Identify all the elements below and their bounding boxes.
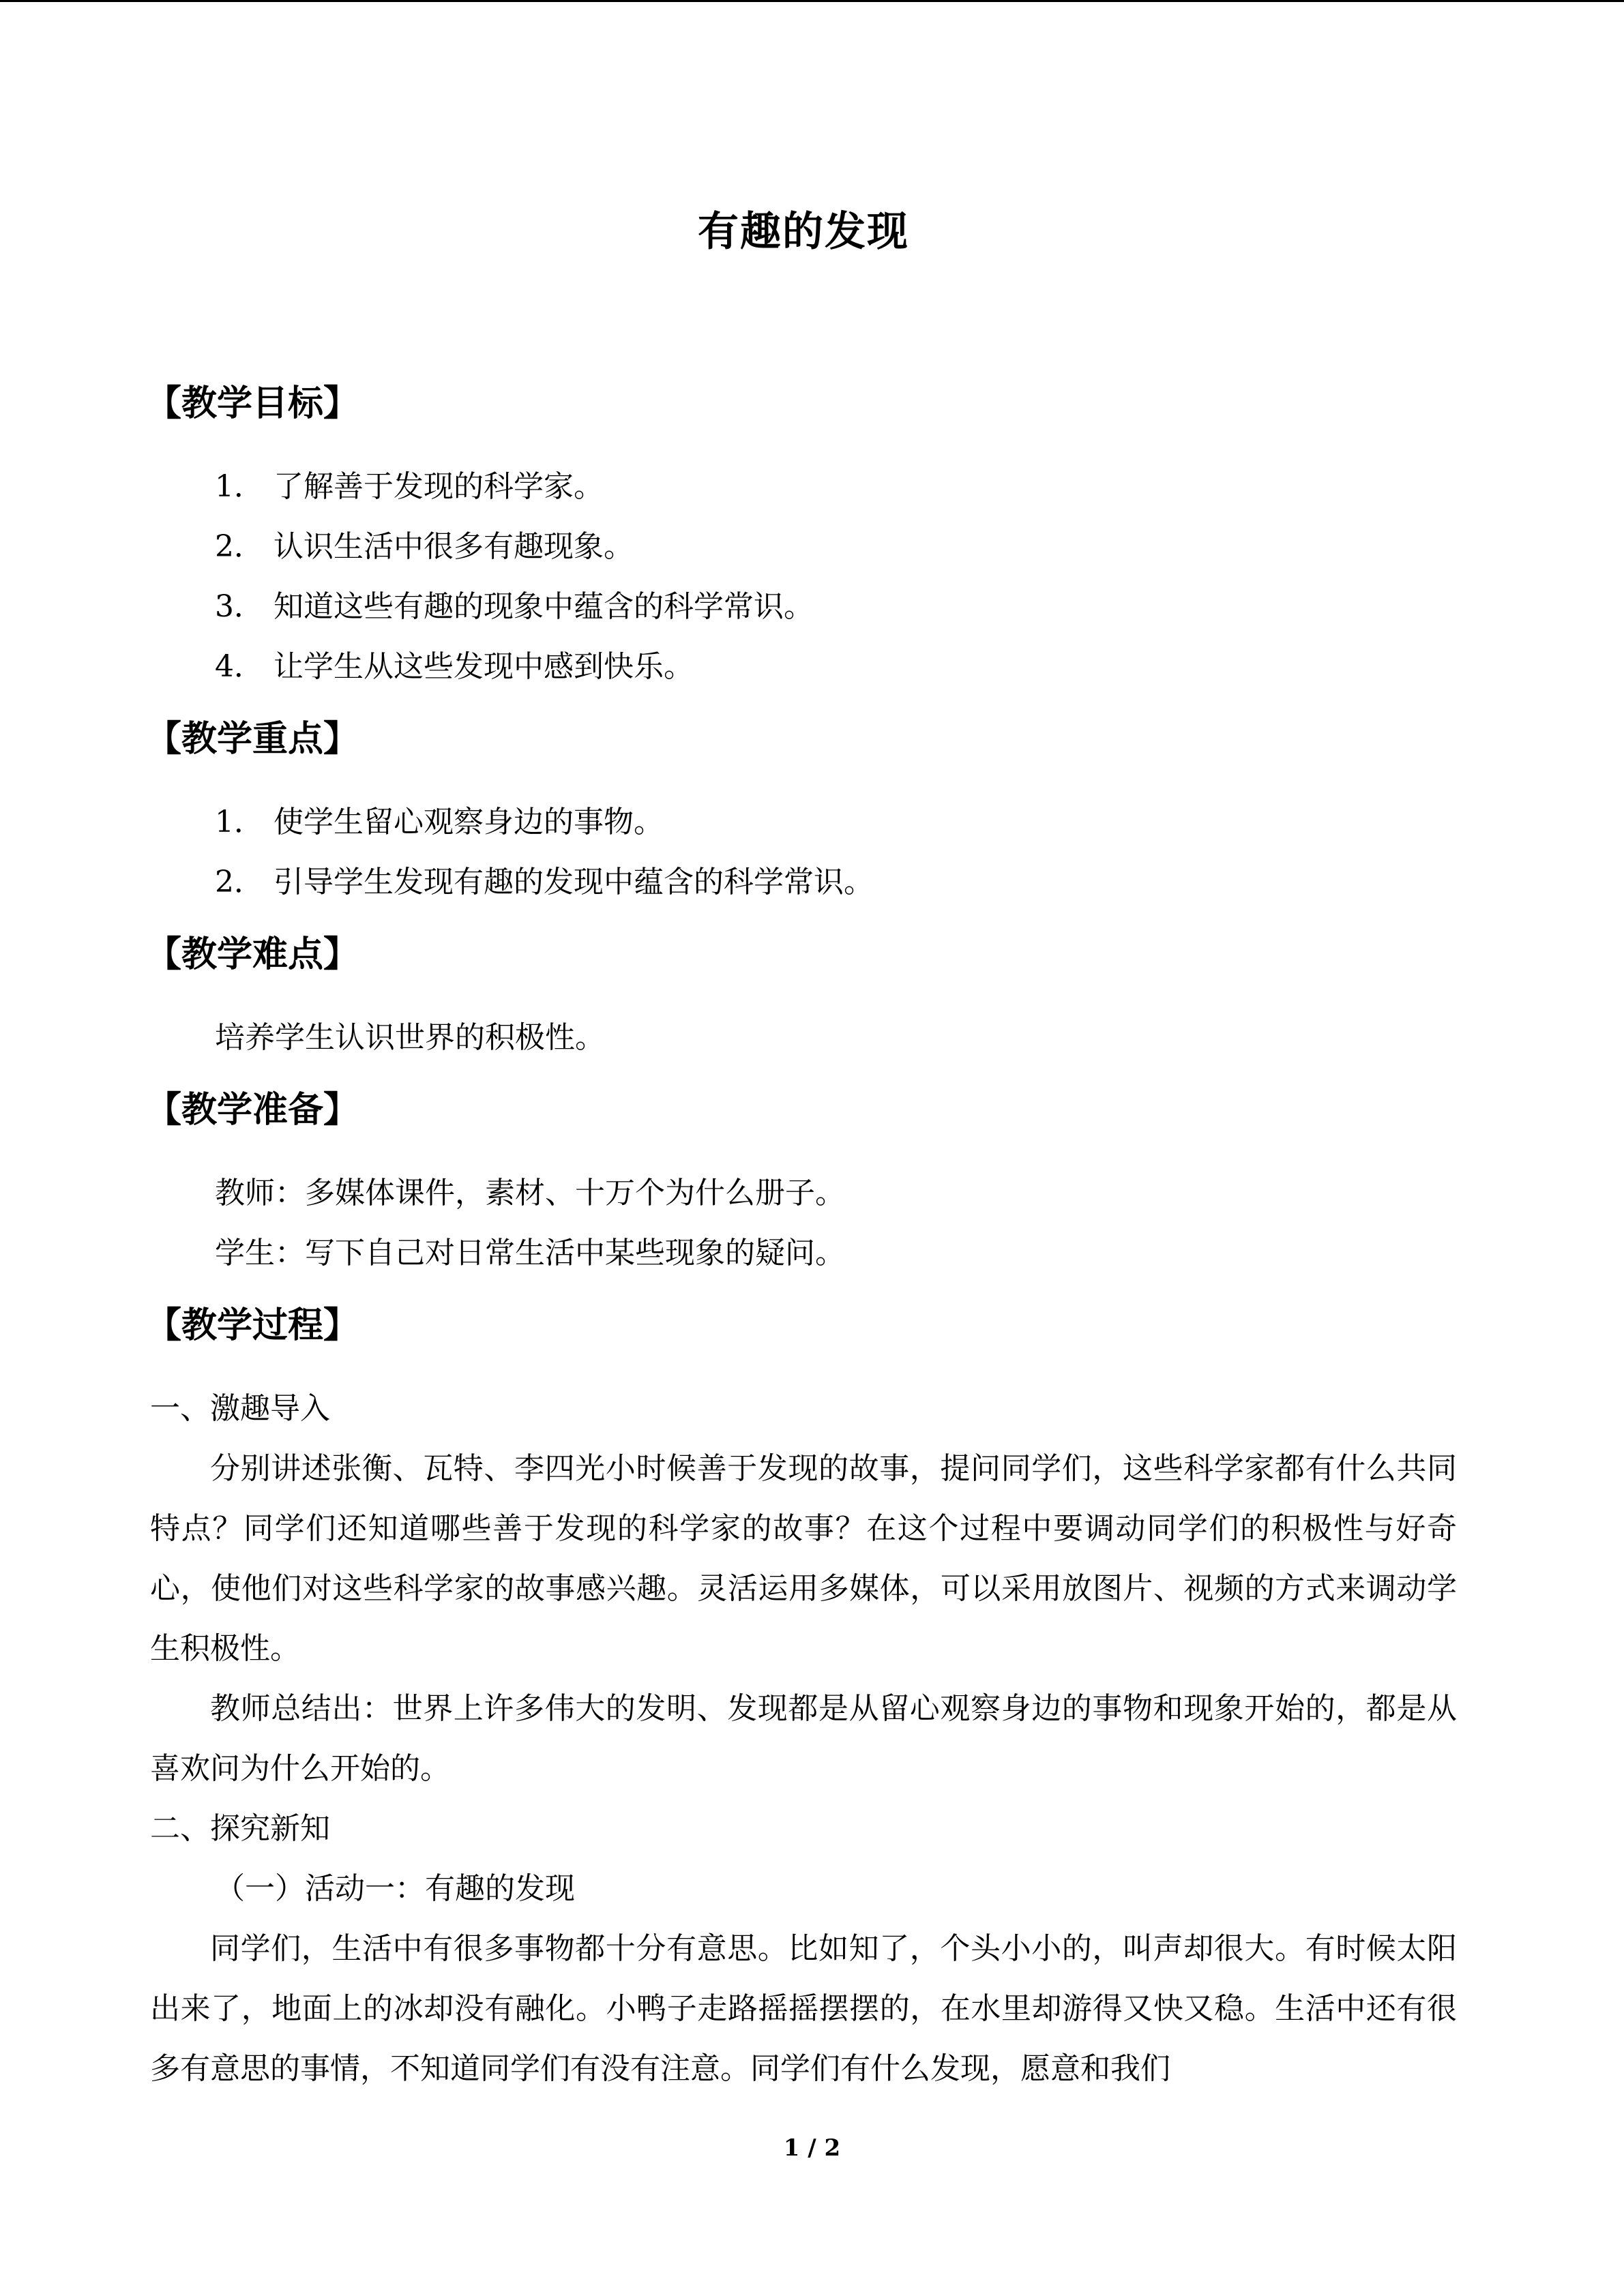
list-item [150, 637, 1457, 697]
section-teaching-process [146, 1304, 1457, 2099]
document-page [146, 205, 1457, 2099]
item-number: 1． [215, 469, 264, 504]
item-text: 使学生留心观察身边的事物。 [274, 805, 664, 839]
section-heading: 【教学目标】 [146, 383, 359, 424]
item-text: 教师：多媒体课件，素材、十万个为什么册子。 [215, 1176, 845, 1210]
list-item [150, 517, 1457, 577]
list-item [150, 1163, 1457, 1223]
item-number: 2． [215, 529, 264, 564]
section-teaching-goals [146, 382, 1457, 697]
item-text: 引导学生发现有趣的发现中蕴含的科学常识。 [274, 865, 874, 899]
item-number: 4． [215, 649, 264, 684]
item-text: 知道这些有趣的现象中蕴含的科学常识。 [274, 589, 814, 624]
list-item [150, 1008, 1457, 1068]
top-border-line [0, 0, 1624, 2]
paragraph: 分别讲述张衡、瓦特、李四光小时候善于发现的故事，提问同学们，这些科学家都有什么共同特点？同学们还知道哪些善于发现的科学家的故事？在这个过程中要调动同学们的积极性与好奇心，使他们对这些科学家的故事感兴趣。灵活运用多媒体，可以采用放图片、视频的方式来调动学生积极性。 [150, 1451, 1457, 1666]
item-text: 培养学生认识世界的积极性。 [215, 1020, 605, 1055]
section-heading: 【教学重点】 [146, 718, 359, 760]
section-heading: 【教学准备】 [146, 1089, 359, 1131]
item-number: 2． [215, 865, 264, 899]
page-number: 1 / 2 [783, 2134, 841, 2162]
part-heading: 二、探究新知 [150, 1811, 330, 1846]
list-item [150, 457, 1457, 517]
list-item [150, 852, 1457, 912]
page-title: 有趣的发现 [698, 208, 909, 256]
list-item [150, 577, 1457, 637]
paragraph: 同学们，生活中有很多事物都十分有意思。比如知了，个头小小的，叫声却很大。有时候太阳出来了，地面上的冰却没有融化。小鸭子走路摇摇摆摆的，在水里却游得又快又稳。生活中还有很多有意思的事情，不知道同学们有没有注意。同学们有什么发现，愿意和我们 [150, 1931, 1457, 2086]
section-preparation [146, 1088, 1457, 1283]
section-difficulties [146, 933, 1457, 1068]
section-heading: 【教学过程】 [146, 1304, 359, 1346]
part-heading: 一、激趣导入 [150, 1391, 330, 1426]
item-text: 让学生从这些发现中感到快乐。 [274, 649, 694, 684]
item-text: 了解善于发现的科学家。 [274, 469, 604, 504]
section-key-points [146, 717, 1457, 912]
list-item [150, 1223, 1457, 1283]
item-text: 认识生活中很多有趣现象。 [274, 529, 634, 564]
item-number: 3． [215, 589, 264, 624]
paragraph: 教师总结出：世界上许多伟大的发明、发现都是从留心观察身边的事物和现象开始的，都是从喜欢问为什么开始的。 [150, 1691, 1457, 1786]
item-text: 学生：写下自己对日常生活中某些现象的疑问。 [215, 1236, 845, 1270]
process-body [150, 1379, 1457, 2099]
item-number: 1． [215, 805, 264, 839]
activity-heading: （一）活动一：有趣的发现 [215, 1871, 575, 1906]
section-heading: 【教学难点】 [146, 934, 359, 975]
list-item [150, 792, 1457, 852]
